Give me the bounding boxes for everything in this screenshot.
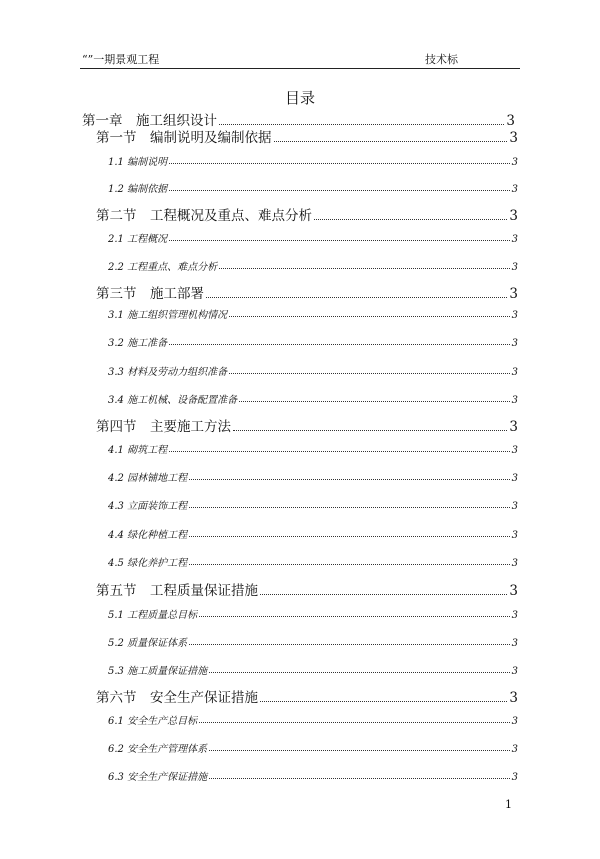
toc-entry-label: 2.2 工程重点、难点分析 [108,262,218,273]
toc-sub-entry[interactable] [108,635,518,649]
toc-dot-leader [229,373,510,374]
toc-dot-leader [209,750,510,751]
toc-dot-leader [239,401,510,402]
toc-entry-label: 6.1 安全生产总目标 [108,716,198,727]
toc-entry-page-number: 3 [511,157,518,168]
toc-entry-page-number: 3 [511,234,518,245]
toc-entry-label: 第二节 工程概况及重点、难点分析 [96,208,312,224]
header-doc-type: 技术标 [425,53,458,66]
toc-sub-entry[interactable] [108,769,518,783]
toc-dot-leader [189,536,510,537]
toc-entry-label: 4.1 砌筑工程 [108,445,168,456]
toc-section-entry[interactable] [96,206,518,224]
toc-entry-page-number: 3 [511,184,518,195]
toc-entry-page-number: 3 [506,113,515,129]
toc-entry-page-number: 3 [509,208,518,224]
toc-sub-entry[interactable] [108,527,518,541]
toc-dot-leader [219,268,510,269]
toc-dot-leader [229,316,510,317]
toc-dot-leader [233,430,507,431]
header-project-name: “”一期景观工程 [82,53,160,66]
toc-entry-label: 3.1 施工组织管理机构情况 [108,310,228,321]
toc-section-entry[interactable] [96,581,518,599]
toc-dot-leader [260,594,507,595]
toc-dot-leader [169,344,510,345]
toc-sub-entry[interactable] [108,498,518,512]
toc-entry-label: 2.1 工程概况 [108,234,168,245]
toc-entry-label: 3.3 材料及劳动力组织准备 [108,367,228,378]
toc-entry-page-number: 3 [511,716,518,727]
toc-dot-leader [169,451,510,452]
toc-sub-entry[interactable] [108,335,518,349]
toc-entry-page-number: 3 [509,130,518,146]
toc-dot-leader [189,507,510,508]
toc-entry-label: 第四节 主要施工方法 [96,419,231,435]
page-number: 1 [505,798,512,811]
toc-sub-entry[interactable] [108,607,518,621]
toc-section-entry[interactable] [96,128,518,146]
toc-entry-page-number: 3 [511,262,518,273]
toc-sub-entry[interactable] [108,259,518,273]
toc-entry-label: 4.2 园林铺地工程 [108,473,188,484]
toc-sub-entry[interactable] [108,307,518,321]
toc-entry-page-number: 3 [511,558,518,569]
toc-sub-entry[interactable] [108,741,518,755]
toc-entry-label: 第一章 施工组织设计 [82,113,217,129]
toc-entry-page-number: 3 [509,690,518,706]
toc-dot-leader [219,124,504,125]
toc-sub-entry[interactable] [108,555,518,569]
toc-entry-label: 第六节 安全生产保证措施 [96,690,258,706]
toc-entry-label: 第三节 施工部署 [96,286,204,302]
toc-entry-label: 1.2 编制依据 [108,184,168,195]
toc-dot-leader [189,644,510,645]
toc-entry-label: 6.2 安全生产管理体系 [108,744,208,755]
toc-entry-page-number: 3 [511,666,518,677]
toc-entry-page-number: 3 [509,286,518,302]
toc-entry-page-number: 3 [511,610,518,621]
toc-entry-page-number: 3 [511,501,518,512]
toc-dot-leader [169,240,510,241]
toc-entry-label: 5.2 质量保证体系 [108,638,188,649]
toc-section-entry[interactable] [96,417,518,435]
toc-dot-leader [209,778,510,779]
toc-entry-label: 第五节 工程质量保证措施 [96,583,258,599]
toc-sub-entry[interactable] [108,713,518,727]
toc-dot-leader [169,190,510,191]
toc-dot-leader [260,701,507,702]
toc-entry-page-number: 3 [511,744,518,755]
toc-section-entry[interactable] [96,688,518,706]
toc-entry-label: 第一节 编制说明及编制依据 [96,130,272,146]
toc-entry-page-number: 3 [509,583,518,599]
toc-dot-leader [206,297,507,298]
toc-sub-entry[interactable] [108,392,518,406]
toc-title: 目录 [284,89,315,107]
toc-entry-label: 3.2 施工准备 [108,338,168,349]
toc-dot-leader [274,141,508,142]
toc-dot-leader [189,479,510,480]
toc-section-entry[interactable] [96,284,518,302]
toc-entry-page-number: 3 [511,638,518,649]
toc-entry-label: 4.4 绿化种植工程 [108,530,188,541]
toc-sub-entry[interactable] [108,663,518,677]
toc-entry-label: 5.3 施工质量保证措施 [108,666,208,677]
toc-sub-entry[interactable] [108,154,518,168]
toc-entry-page-number: 3 [509,419,518,435]
toc-sub-entry[interactable] [108,181,518,195]
toc-entry-label: 3.4 施工机械、设备配置准备 [108,395,238,406]
toc-entry-label: 4.3 立面装饰工程 [108,501,188,512]
toc-entry-page-number: 3 [511,395,518,406]
toc-entry-label: 1.1 编制说明 [108,157,168,168]
toc-sub-entry[interactable] [108,470,518,484]
toc-entry-page-number: 3 [511,310,518,321]
toc-dot-leader [209,672,510,673]
toc-entry-page-number: 3 [511,772,518,783]
toc-entry-page-number: 3 [511,473,518,484]
toc-sub-entry[interactable] [108,364,518,378]
toc-entry-label: 5.1 工程质量总目标 [108,610,198,621]
toc-sub-entry[interactable] [108,231,518,245]
toc-dot-leader [314,219,507,220]
toc-entry-page-number: 3 [511,338,518,349]
toc-dot-leader [169,163,510,164]
toc-dot-leader [199,616,510,617]
toc-dot-leader [189,564,510,565]
toc-entry-page-number: 3 [511,367,518,378]
toc-sub-entry[interactable] [108,442,518,456]
toc-entry-page-number: 3 [511,445,518,456]
toc-dot-leader [199,722,510,723]
toc-entry-page-number: 3 [511,530,518,541]
toc-entry-label: 6.3 安全生产保证措施 [108,772,208,783]
toc-entry-label: 4.5 绿化养护工程 [108,558,188,569]
